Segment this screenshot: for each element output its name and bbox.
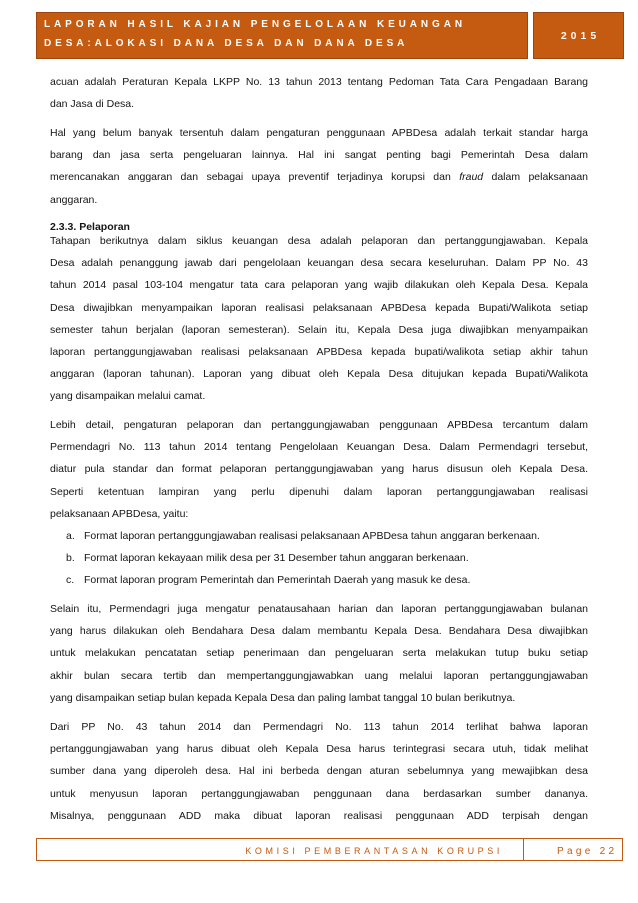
- body-line: Dari PP No. 43 tahun 2014 dan Permendagri No. 113 tahun 2014 terlihat bahwa laporan: [50, 721, 588, 733]
- body-line-text: dalam pelaksanaan: [483, 171, 588, 184]
- body-line: dan Jasa di Desa.: [50, 98, 135, 111]
- list-item-text: Format laporan kekayaan milik desa per 31 Desember tahun anggaran berkenaan.: [84, 552, 469, 565]
- header-year: 2015: [560, 29, 601, 42]
- body-line: anggaran (laporan tahunan). Laporan yang dibuat oleh Kepala Desa ditujukan kepada Bupati/Walikota: [50, 368, 588, 381]
- footer-organization: KOMISI PEMBERANTASAN KORUPSI: [245, 846, 503, 856]
- list-marker: c.: [66, 574, 75, 587]
- header-year-box: [533, 12, 624, 59]
- body-line: untuk melakukan pencatatan setiap penerimaan dan pengeluaran serta melakukan tutup buku setiap: [50, 647, 588, 660]
- section-heading: 2.3.3. Pelaporan: [50, 221, 130, 233]
- body-line: Seperti ketentuan lampiran yang perlu dipenuhi dalam laporan pertanggungjawaban realisasi: [50, 485, 588, 498]
- page-number: Page 22: [557, 846, 618, 857]
- footer-page-cell: [523, 839, 622, 860]
- list-item: [50, 547, 588, 569]
- body-line: yang disampaikan melalui camat.: [50, 390, 206, 403]
- body-line: semester tahun berjalan (laporan semesteran). Selain itu, Kepala Desa juga diwajibkan menyampaikan: [50, 323, 588, 336]
- header-title-line-2: DESA:ALOKASI DANA DESA DAN DANA DESA: [44, 38, 409, 49]
- header-title-line-1: LAPORAN HASIL KAJIAN PENGELOLAAN KEUANGAN: [44, 19, 466, 30]
- body-line: tahun 2014 pasal 103-104 mengatur tata cara pelaporan yang wajib dilakukan oleh Kepala Desa. Kepala: [50, 279, 588, 292]
- body-line: Lebih detail, pengaturan pelaporan dan pertanggungjawaban penggunaan APBDesa tercantum dalam: [50, 419, 588, 431]
- body-line: anggaran.: [50, 193, 98, 206]
- body-line: Hal yang belum banyak tersentuh dalam pengaturan penggunaan APBDesa adalah terkait standar harga: [50, 127, 588, 139]
- body-line: untuk menyusun laporan pertanggungjawaban penggunaan dana berdasarkan sumber dananya.: [50, 787, 588, 800]
- body-line: Desa diwajibkan menyampaikan laporan realisasi pelaksanaan APBDesa kepada Bupati/Walikota setiap: [50, 301, 588, 314]
- body-line: Selain itu, Permendagri juga mengatur penatausahaan harian dan laporan pertanggungjawaban bulanan: [50, 603, 588, 615]
- paragraph-5: [50, 598, 588, 709]
- body-line: sumber dana yang diperoleh desa. Hal ini berbeda dengan aturan sebelumnya yang mewajibkan desa: [50, 765, 588, 778]
- footer-organization-cell: [37, 839, 523, 860]
- emphasis-fraud: fraud: [459, 171, 484, 184]
- list-marker: a.: [66, 530, 75, 542]
- lettered-list: [50, 525, 588, 592]
- body-line: pertanggungjawaban yang harus dibuat oleh Kepala Desa harus terintegrasi secara utuh, tidak melihat: [50, 743, 588, 756]
- list-item-text: Format laporan pertanggungjawaban realisasi pelaksanaan APBDesa tahun anggaran berkenaan.: [84, 530, 540, 542]
- body-line: barang dan jasa serta pengeluaran lainnya. Hal ini sangat penting bagi Pemerintah Desa dalam: [50, 149, 588, 162]
- paragraph-2: [50, 122, 588, 211]
- running-footer: [36, 838, 623, 861]
- body-line-text: merencanakan anggaran dan sebagai upaya preventif terjadinya korupsi dan: [50, 171, 460, 184]
- body-line: Desa adalah penanggung jawab dari pengelolaan keuangan desa secara keseluruhan. Dalam PP No. 43: [50, 257, 588, 270]
- paragraph-1: [50, 71, 588, 115]
- list-marker: b.: [66, 552, 75, 565]
- paragraph-3: [50, 230, 588, 408]
- body-line: laporan pertanggungjawaban realisasi pelaksanaan APBDesa kepada bupati/walikota setiap akhir tahun: [50, 345, 588, 358]
- paragraph-6: [50, 716, 588, 827]
- body-line: [50, 166, 588, 188]
- body-line: acuan adalah Peraturan Kepala LKPP No. 13 tahun 2013 tentang Pedoman Tata Cara Pengadaan Barang: [50, 76, 588, 88]
- header-title-box: [36, 12, 528, 59]
- body-line: yang disampaikan setiap bulan kepada Kepala Desa dan paling lambat tanggal 10 bulan berikutnya.: [50, 691, 516, 704]
- body-line: Misalnya, penggunaan ADD maka dibuat laporan realisasi penggunaan ADD terpisah dengan: [50, 809, 588, 822]
- list-item-text: Format laporan program Pemerintah dan Pemerintah Daerah yang masuk ke desa.: [84, 574, 471, 587]
- body-line: yang harus dilakukan oleh Bendahara Desa dalam membantu Kepala Desa. Bendahara Desa diwajibkan: [50, 625, 588, 638]
- list-item: [50, 525, 588, 547]
- body-line: akhir bulan secara tertib dan mempertanggungjawabkan uang melalui laporan pertanggungjawaban: [50, 669, 588, 682]
- paragraph-4: [50, 414, 588, 525]
- body-line: Tahapan berikutnya dalam siklus keuangan desa adalah pelaporan dan pertanggungjawaban. Kepala: [50, 235, 588, 247]
- body-line: pelaksanaan APBDesa, yaitu:: [50, 507, 189, 520]
- body-line: diatur pula standar dan format pelaporan pertanggungjawaban yang harus disusun oleh Kepala Desa.: [50, 463, 588, 476]
- list-item: [50, 569, 588, 591]
- body-line: Permendagri No. 113 tahun 2014 tentang Pengelolaan Keuangan Desa. Dalam Permendagri tersebut,: [50, 441, 588, 454]
